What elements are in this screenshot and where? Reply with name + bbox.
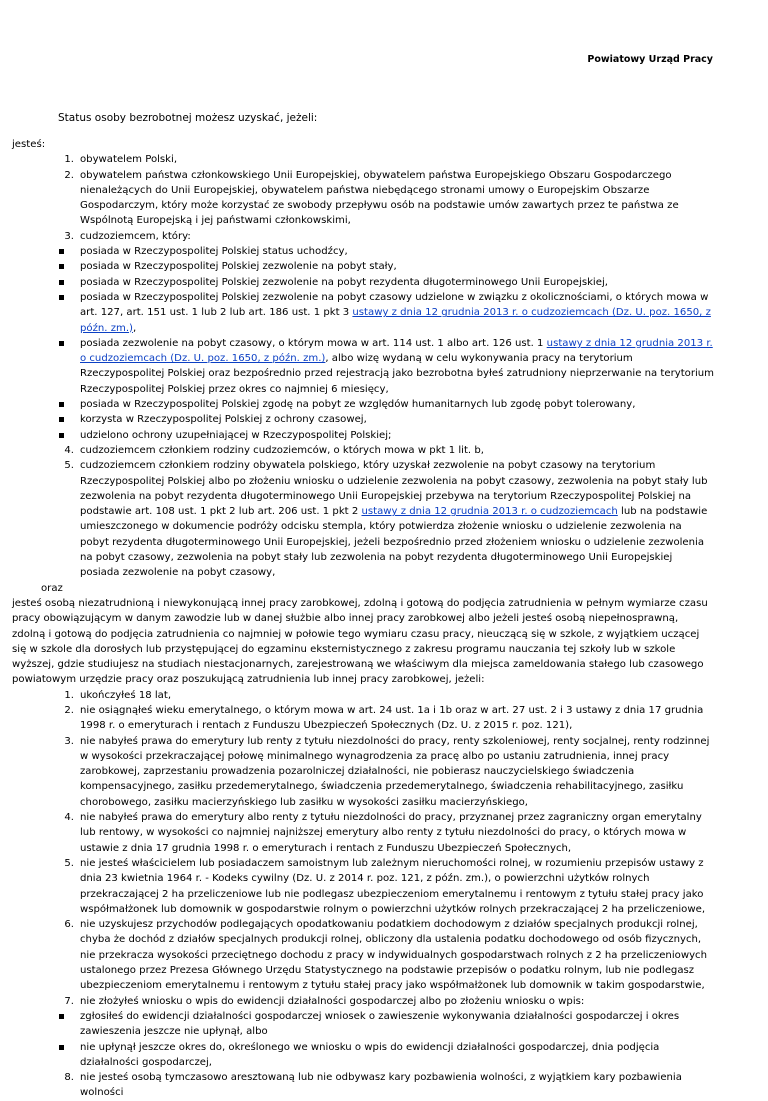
list-item-text	[80, 428, 720, 443]
list-item-text	[80, 336, 720, 397]
list-item-body: ukończyłeś 18 lat,	[80, 689, 172, 701]
list-item	[0, 596, 768, 688]
list-item-text	[80, 1009, 720, 1040]
list-item	[0, 1009, 768, 1040]
list-item	[0, 581, 768, 596]
list-item-text	[80, 259, 720, 274]
office-title: Powiatowy Urząd Pracy	[587, 54, 713, 65]
list-item	[0, 734, 768, 810]
list-item-text	[80, 397, 720, 412]
list-item-body: obywatelem Polski,	[80, 154, 178, 166]
list-item-number: 4.	[64, 812, 74, 824]
list-item-number: 6.	[64, 919, 74, 931]
list-item	[0, 1040, 768, 1071]
list-item-body: nie uzyskujesz przychodów podlegających opodatkowaniu podatkiem dochodowym z działów specjalnych produkcji rolnej, chyba że dochód z działów specjalnych produkcji rolnej, obliczony dla ustalenia podatku dochodowego od osób fizycznych, nie przekracza wysokości przeciętnego dochodu z pracy w indywidualnych gospodarstwach rolnych z 2 ha przeliczeniowych ustalonego przez Prezesa Głównego Urzędu Statystycznego na podstawie przepisów o podatku rolnym, lub nie podlegasz ubezpieczeniom emerytalnemu i rentowym z tytułu stałej pracy jako współmałżonek lub domownik w takim gospodarstwie,	[80, 919, 707, 992]
list-item	[0, 244, 768, 259]
list-item-text	[41, 581, 721, 596]
list-item-text	[80, 168, 712, 229]
bullet-square-icon	[59, 402, 64, 407]
list-item-text	[80, 856, 712, 917]
list-item-body: nie jesteś właścicielem lub posiadaczem samoistnym lub zależnym nieruchomości rolnej, w rozumieniu przepisów ustawy z dnia 23 kwietnia 1964 r. - Kodeks cywilny (Dz. U. z 2014 r. poz. 121, z późn. zm.), o powierzchni użytków rolnych przekraczającej 2 ha przeliczeniowe lub nie podlegasz ubezpieczeniom emerytalnemu i rentowym z tytułu stałej pracy jako współmałżonek lub domownik w gospodarstwie rolnym o powierzchni użytków rolnych przekraczającej 2 ha przeliczeniowe,	[80, 857, 706, 915]
list-item-body: nie jesteś osobą tymczasowo aresztowaną lub nie odbywasz kary pozbawienia wolności, z wyjątkiem kary pozbawienia wolności	[80, 1072, 682, 1099]
list-item-text	[80, 458, 712, 580]
eligibility-list	[0, 137, 768, 1101]
bullet-square-icon	[59, 249, 64, 254]
list-item-body: posiada w Rzeczypospolitej Polskiej zgodę na pobyt ze względów humanitarnych lub zgodę pobyt tolerowany,	[80, 399, 636, 411]
list-item	[0, 259, 768, 274]
list-item-text	[12, 137, 714, 152]
list-item-body: obywatelem państwa członkowskiego Unii Europejskiej, obywatelem państwa Europejskiego Obszaru Gospodarczego nienależących do Unii Europejskiej, obywatelem państwa niebędącego stronami umowy o Europejskim Obszarze Gospodarczym, który może korzystać ze swobody przepływu osób na podstawie umów zawartych przez te państwa ze Wspólnotą Europejską i jej państwami członkowskimi,	[80, 169, 679, 227]
list-item-number: 5.	[64, 857, 74, 869]
list-item-body: nie nabyłeś prawa do emerytury albo renty z tytułu niezdolności do pracy, przyznanej przez zagraniczny organ emerytalny lub rentowy, w wysokości co najmniej najniższej emerytury albo renty z tytułu niezdolności do pracy, o których mowa w ustawie z dnia 17 grudnia 1998 r. o emeryturach i rentach z Funduszu Ubezpieczeń Społecznych,	[80, 812, 702, 854]
list-item-text	[80, 734, 712, 810]
list-item-body: udzielono ochrony uzupełniającej w Rzeczypospolitej Polskiej;	[80, 429, 392, 441]
list-item	[0, 1070, 768, 1101]
list-item	[0, 428, 768, 443]
list-item-body-continued: lub na podstawie umieszczonego w dokumencie podróży odcisku stempla, który potwierdza złożenie wniosku o udzielenie zezwolenia na pobyt rezydenta długoterminowego Unii Europejskiej, jeżeli bezpośrednio przed złożeniem wniosku o udzielenie zezwolenia na pobyt czasowy, zezwolenia na pobyt stały lub zezwolenia na pobyt rezydenta długoterminowego Unii Europejskiej posiada zezwolenie na pobyt czasowy,	[80, 506, 708, 579]
list-item	[0, 703, 768, 734]
list-item-text	[80, 412, 720, 427]
list-item-body: jesteś:	[12, 139, 46, 150]
list-item-body: posiada w Rzeczypospolitej Polskiej status uchodźcy,	[80, 246, 348, 258]
list-item	[0, 458, 768, 580]
list-item-body: jesteś osobą niezatrudnioną i niewykonującą innej pracy zarobkowej, zdolną i gotową do podjęcia zatrudnienia w pełnym wymiarze czasu pracy obowiązującym w danym zawodzie lub w danej służbie albo innej pracy zarobkowej albo jeżeli jesteś osobą niepełnosprawną, zdolną i gotową do podjęcia zatrudnienia co najmniej w połowie tego wymiaru czasu pracy, nieuczącą się w szkole, z wyjątkiem uczącej się w szkole dla dorosłych lub przystępującej do egzaminu eksternistycznego z zakresu programu nauczania tej szkoły lub w szkole wyższej, gdzie studiujesz na studiach niestacjonarnych, zarejestrowaną we właściwym dla miejsca zameldowania stałego lub czasowego powiatowym urzędzie pracy oraz poszukującą zatrudnienia lub innej pracy zarobkowej, jeżeli:	[12, 597, 708, 686]
list-item-text	[80, 443, 712, 458]
bullet-square-icon	[59, 433, 64, 438]
list-item-text	[80, 244, 720, 259]
list-item-text	[80, 1040, 720, 1071]
list-item-body: posiada zezwolenie na pobyt czasowy, o którym mowa w art. 114 ust. 1 albo art. 126 ust. 1	[80, 337, 547, 349]
list-item-text	[80, 917, 712, 993]
list-item-text	[80, 152, 712, 167]
list-item-body: nie nabyłeś prawa do emerytury lub renty z tytułu niezdolności do pracy, renty szkoleniowej, renty socjalnej, renty rodzinnej w wysokości przekraczającej połowę minimalnego wynagrodzenia za pracę albo po ustaniu zatrudnienia, innej pracy zarobkowej, zaprzestaniu prowadzenia pozarolniczej działalności, nie pobierasz nauczycielskiego świadczenia kompensacyjnego, zasiłku przedemerytalnego, świadczenia przedemerytalnego, świadczenia rehabilitacyjnego, zasiłku chorobowego, zasiłku macierzyńskiego lub zasiłku w wysokości zasiłku macierzyńskiego,	[80, 735, 710, 808]
list-item	[0, 397, 768, 412]
list-item-body: cudzoziemcem członkiem rodziny obywatela polskiego, który uzyskał zezwolenie na pobyt czasowy na terytorium Rzeczypospolitej Polskiej albo po złożeniu wniosku o udzielenie zezwolenia na pobyt czasowy, zezwolenia na pobyt stały lub zezwolenia na pobyt rezydenta długoterminowego Unii Europejskiej przebywa na terytorium Rzeczypospolitej Polskiej na podstawie art. 108 ust. 1 pkt 2 lub art. 206 ust. 1 pkt 2	[80, 460, 708, 518]
list-item-body: posiada w Rzeczypospolitej Polskiej zezwolenie na pobyt stały,	[80, 261, 397, 273]
list-item-body: cudzoziemcem członkiem rodziny cudzoziemców, o których mowa w pkt 1 lit. b,	[80, 444, 484, 456]
list-item-text	[80, 688, 712, 703]
bullet-square-icon	[59, 280, 64, 285]
list-item-number: 1.	[64, 154, 74, 166]
list-item-number: 2.	[64, 704, 74, 716]
list-item	[0, 688, 768, 703]
list-item-body: nie upłynął jeszcze okres do, określonego we wniosku o wpis do ewidencji działalności gospodarczej, dnia podjęcia działalności gospodarczej,	[80, 1041, 660, 1068]
list-item-text	[80, 290, 720, 336]
list-item-body: posiada w Rzeczypospolitej Polskiej zezwolenie na pobyt rezydenta długoterminowego Unii Europejskiej,	[80, 276, 608, 288]
bullet-square-icon	[59, 1045, 64, 1050]
list-item-text	[80, 994, 712, 1009]
bullet-square-icon	[59, 1014, 64, 1019]
list-item-number: 8.	[64, 1072, 74, 1084]
list-item	[0, 994, 768, 1009]
list-item-text	[12, 596, 714, 688]
list-item	[0, 810, 768, 856]
bullet-square-icon	[59, 264, 64, 269]
bullet-square-icon	[59, 341, 64, 346]
list-item-body: nie osiągnąłeś wieku emerytalnego, o którym mowa w art. 24 ust. 1a i 1b oraz w art. 27 ust. 2 i 3 ustawy z dnia 17 grudnia 1998 r. o emeryturach i rentach z Funduszu Ubezpieczeń Społecznych (Dz. U. z 2015 r. poz. 121),	[80, 704, 704, 732]
law-reference-link[interactable]: ustawy z dnia 12 grudnia 2013 r. o cudzoziemcach (Dz. U. poz. 1650, z późn. zm.)	[80, 307, 711, 334]
list-item-body: oraz	[41, 582, 63, 594]
list-item	[0, 412, 768, 427]
list-item	[0, 275, 768, 290]
list-item	[0, 917, 768, 993]
list-item-body: nie złożyłeś wniosku o wpis do ewidencji działalności gospodarczej albo po złożeniu wniosku o wpis:	[80, 995, 585, 1007]
list-item-number: 3.	[64, 735, 74, 747]
list-item-number: 2.	[64, 169, 74, 181]
bullet-square-icon	[59, 295, 64, 300]
list-item-text	[80, 810, 712, 856]
list-item	[0, 152, 768, 167]
law-reference-link[interactable]: ustawy z dnia 12 grudnia 2013 r. o cudzoziemcach (Dz. U. poz. 1650, z późn. zm.)	[80, 337, 713, 365]
list-item	[0, 336, 768, 397]
list-item-text	[80, 1070, 712, 1101]
list-item-number: 3.	[64, 230, 74, 242]
list-item-body-continued: , albo wizę wydaną w celu wykonywania pracy na terytorium Rzeczypospolitej Polskiej oraz bezpośrednio przed rejestracją jako bezrobotna byłeś zatrudniony nieprzerwanie na terytorium Rzeczypospolitej Polskiej przez okres co najmniej 6 miesięcy,	[80, 353, 715, 395]
list-item-body-continued: ,	[132, 322, 137, 334]
intro-text: Status osoby bezrobotnej możesz uzyskać, jeżeli:	[58, 112, 318, 124]
list-item-text	[80, 229, 712, 244]
bullet-square-icon	[59, 417, 64, 422]
list-item-body: posiada w Rzeczypospolitej Polskiej zezwolenie na pobyt czasowy udzielone w związku z okolicznościami, o których mowa w art. 127, art. 151 ust. 1 lub 2 lub art. 186 ust. 1 pkt 3	[80, 291, 709, 319]
law-reference-link[interactable]: ustawy z dnia 12 grudnia 2013 r. o cudzoziemcach	[361, 506, 618, 518]
list-item-body: zgłosiłeś do ewidencji działalności gospodarczej wniosek o zawieszenie wykonywania działalności gospodarczej i okres zawieszenia jeszcze nie upłynął, albo	[80, 1010, 680, 1038]
list-item	[0, 290, 768, 336]
list-item	[0, 137, 768, 152]
list-item-body: cudzoziemcem, który:	[80, 230, 191, 242]
list-item-number: 1.	[64, 689, 74, 701]
list-item-text	[80, 703, 712, 734]
list-item-text	[80, 275, 720, 290]
list-item	[0, 856, 768, 917]
list-item	[0, 168, 768, 229]
list-item-body: korzysta w Rzeczypospolitej Polskiej z ochrony czasowej,	[80, 414, 367, 426]
list-item	[0, 443, 768, 458]
list-item-number: 4.	[64, 444, 74, 456]
list-item	[0, 229, 768, 244]
list-item-number: 7.	[64, 995, 74, 1007]
list-item-number: 5.	[64, 460, 74, 472]
